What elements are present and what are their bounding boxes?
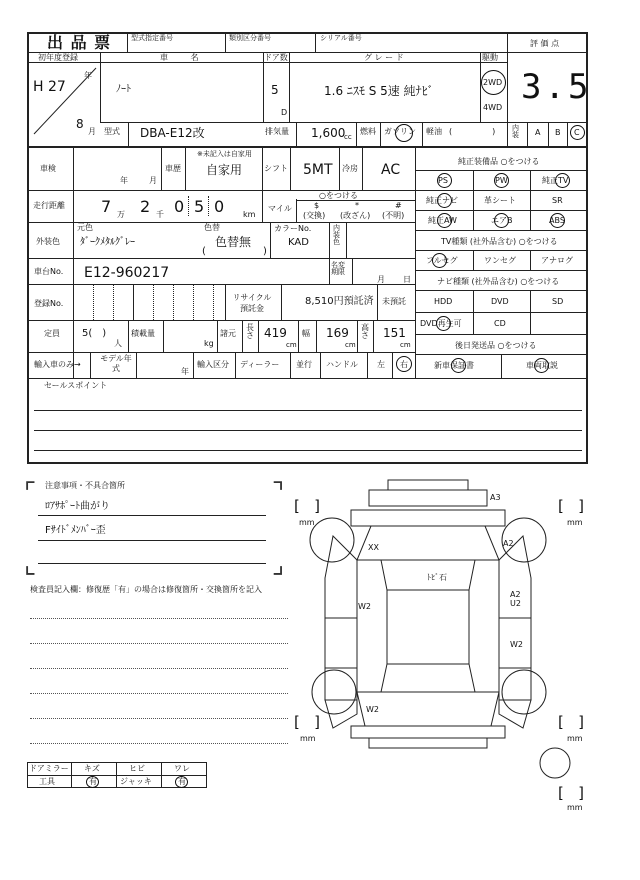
first-reg-era: H 27 bbox=[33, 79, 66, 95]
later-manual: 車両取説 bbox=[526, 361, 558, 370]
note-line-1: ﾛｱｻﾎﾟｰﾄ曲がり bbox=[45, 501, 110, 512]
orig-color-value: ﾀﾞｰｸﾒﾀﾙｸﾞﾚｰ bbox=[80, 237, 135, 248]
height-cm: cm bbox=[400, 341, 411, 349]
equip-airbag-circle bbox=[494, 213, 509, 228]
light-oil-paren: ( ) bbox=[449, 127, 496, 136]
form-title: 出 品 票 bbox=[47, 33, 112, 52]
mile-label: マイル bbox=[268, 204, 292, 213]
history-value: 自家用 bbox=[206, 163, 243, 177]
grade-value: 1.6 ﾆｽﾓ S 5速 純ﾅﾋﾞ bbox=[324, 84, 434, 98]
legend-scratch: キズ bbox=[84, 764, 100, 773]
width-label: 幅 bbox=[302, 329, 310, 338]
meter-exchange: (交換) bbox=[303, 211, 326, 220]
import-type-label: 輸入区分 bbox=[197, 360, 229, 369]
later-title: 後日発送品 ○をつける bbox=[455, 341, 537, 350]
mm-right-top: mm bbox=[567, 518, 583, 527]
mileage-digit-4: 5 bbox=[194, 197, 205, 216]
import-label: 輸入車のみ→ bbox=[34, 360, 81, 369]
interior-grade-a: A bbox=[535, 128, 541, 137]
equip-airbag: エアB bbox=[491, 216, 513, 225]
meter-hash: # bbox=[395, 201, 402, 210]
equip-sr: SR bbox=[552, 196, 563, 205]
capacity-value: 5( ) bbox=[82, 328, 107, 339]
equip-leather: 革シート bbox=[484, 196, 516, 205]
equip-pw-circle bbox=[494, 173, 509, 188]
mileage-digit-5: 0 bbox=[214, 197, 225, 216]
first-reg-month: 8 bbox=[76, 117, 84, 131]
doors-d: D bbox=[281, 108, 288, 117]
legend-door-mirror: ドアミラー bbox=[29, 764, 69, 773]
form-frame bbox=[27, 32, 588, 464]
mileage-digit-1: 7 bbox=[101, 197, 112, 216]
color-no-value: KAD bbox=[288, 237, 309, 248]
legend-crack: ヒビ bbox=[129, 764, 145, 773]
width-cm: cm bbox=[345, 341, 356, 349]
capacity-label: 定員 bbox=[44, 329, 60, 338]
regno-label: 登録No. bbox=[34, 299, 64, 308]
equip-ps-circle bbox=[437, 173, 452, 188]
legend-tools: 工具 bbox=[39, 777, 55, 786]
inspection-month: 月 bbox=[149, 176, 157, 185]
drive-label: 駆動 bbox=[482, 53, 498, 62]
cc-unit: cc bbox=[344, 133, 352, 141]
evaluation-score: 3.5 bbox=[521, 67, 592, 107]
meter-circle-note: ○をつける bbox=[319, 191, 358, 200]
legend-jack-have: 有 bbox=[178, 777, 186, 786]
legend-tools-circle bbox=[86, 776, 99, 788]
repaint-value: 色替無 bbox=[215, 235, 252, 249]
len-value: 419 bbox=[264, 326, 287, 340]
equip-tv-circle bbox=[555, 173, 570, 188]
mileage-km: km bbox=[243, 210, 256, 219]
mileage-man: 万 bbox=[117, 210, 125, 219]
inspection-year: 年 bbox=[120, 176, 128, 185]
mm-right-bottom: mm bbox=[567, 734, 583, 743]
light-oil-label: 軽油 bbox=[426, 127, 442, 136]
equip-ps: PS bbox=[438, 176, 448, 185]
nav-hdd: HDD bbox=[434, 297, 453, 306]
handle-left: 左 bbox=[377, 360, 385, 369]
tv-one: ワンセグ bbox=[484, 256, 516, 265]
load-kg: kg bbox=[204, 339, 214, 348]
height-label: 高さ bbox=[361, 323, 369, 340]
later-warranty-circle bbox=[451, 358, 466, 373]
disp-value: 1,600 bbox=[311, 126, 346, 140]
mark-w2-rear: W2 bbox=[510, 640, 523, 649]
drive-4wd: 4WD bbox=[483, 103, 503, 112]
mileage-digit-2: 2 bbox=[140, 197, 151, 216]
import-parallel: 並行 bbox=[296, 360, 312, 369]
car-diagram bbox=[285, 478, 625, 808]
nav-title: ナビ種類 (社外品含む) ○をつける bbox=[437, 277, 560, 286]
notes-bracket-right: ⌝ bbox=[272, 478, 285, 508]
note-line-2: Fｻｲﾄﾞﾒﾝﾊﾞｰ歪 bbox=[45, 525, 106, 536]
chassis-value: E12-960217 bbox=[84, 265, 170, 281]
mileage-sen: 千 bbox=[156, 210, 164, 219]
repaint-label: 色替 bbox=[204, 223, 220, 232]
mm-box-left-top: [ ] bbox=[294, 497, 321, 515]
later-manual-circle bbox=[534, 358, 549, 373]
color-label: 外装色 bbox=[36, 237, 60, 246]
disp-label: 排気量 bbox=[265, 127, 289, 136]
nav-sd: SD bbox=[552, 297, 564, 306]
doors-value: 5 bbox=[271, 83, 279, 97]
equip-tv: 純正TV bbox=[542, 176, 569, 185]
shift-value: 5MT bbox=[303, 162, 333, 178]
tv-analog: アナログ bbox=[541, 256, 573, 265]
notes-bracket-bl: ⌞ bbox=[24, 550, 37, 580]
mark-a2-right: A2 bbox=[510, 590, 521, 599]
model-value: DBA-E12改 bbox=[140, 126, 205, 140]
car-name-label: 車 名 bbox=[160, 53, 199, 62]
inspection-label: 車検 bbox=[40, 164, 56, 173]
history-note: ※未記入は自家用 bbox=[197, 150, 252, 158]
equip-aw: 純正AW bbox=[428, 216, 457, 225]
designation-label: 型式指定番号 bbox=[131, 34, 173, 42]
mm-box-spare: [ ] bbox=[558, 784, 585, 802]
mm-box-right-top: [ ] bbox=[558, 497, 585, 515]
recycle-label: リサイクル預託金 bbox=[232, 293, 272, 313]
dims-label: 諸元 bbox=[220, 329, 236, 338]
width-value: 169 bbox=[326, 326, 349, 340]
drive-2wd: 2WD bbox=[483, 78, 503, 87]
year-unit: 年 bbox=[84, 71, 92, 80]
tv-full-circle bbox=[432, 253, 447, 268]
equip-nav-circle bbox=[437, 193, 452, 208]
mm-left-bottom: mm bbox=[300, 734, 316, 743]
shift-label: シフト bbox=[264, 164, 288, 173]
equipment-title: 純正装備品 ○をつける bbox=[458, 157, 540, 166]
interior-grade-b: B bbox=[555, 128, 561, 137]
meter-star: * bbox=[355, 201, 359, 210]
meter-tampered: (改ざん) bbox=[340, 211, 371, 220]
model-label: 型式 bbox=[104, 127, 120, 136]
interior-label: 内装 bbox=[512, 124, 519, 139]
handle-right-circle bbox=[396, 356, 412, 372]
capacity-person: 人 bbox=[114, 339, 122, 348]
recycle-value: 8,510円預託済 bbox=[305, 296, 374, 307]
len-label: 長さ bbox=[246, 323, 254, 340]
nav-dvd-play-circle bbox=[436, 316, 451, 331]
category-label: 類別区分番号 bbox=[229, 34, 271, 42]
mileage-digit-3: 0 bbox=[174, 197, 185, 216]
legend-jack: ジャッキ bbox=[120, 777, 152, 786]
mm-box-right-bottom: [ ] bbox=[558, 713, 585, 731]
sales-point-label: セールスポイント bbox=[44, 381, 108, 390]
later-warranty: 新車保証書 bbox=[434, 361, 474, 370]
repaint-paren-open: ( bbox=[202, 246, 206, 257]
mark-w2-bottom: W2 bbox=[366, 705, 379, 714]
legend-jack-circle bbox=[175, 776, 188, 788]
fuel-gasoline: ガソリン bbox=[384, 127, 416, 136]
height-value: 151 bbox=[383, 326, 406, 340]
chassis-label: 車台No. bbox=[34, 267, 64, 276]
equip-nav: 純正ナビ bbox=[426, 196, 458, 205]
expiry-day: 日 bbox=[403, 275, 411, 284]
mark-stone: ﾄﾋﾞ石 bbox=[427, 573, 447, 582]
mark-w2-left: W2 bbox=[358, 602, 371, 611]
mm-box-left-bottom: [ ] bbox=[294, 713, 321, 731]
fuel-label: 燃料 bbox=[360, 127, 376, 136]
handle-right: 右 bbox=[400, 360, 408, 369]
recycle-status: 未預託 bbox=[382, 297, 406, 306]
tv-full: フルセグ bbox=[426, 256, 458, 265]
fuel-circle bbox=[395, 124, 413, 142]
interior-color-label: 内装色 bbox=[333, 224, 340, 246]
load-label: 積載量 bbox=[131, 329, 155, 338]
ac-value: AC bbox=[381, 162, 401, 178]
mark-xx: XX bbox=[368, 543, 379, 552]
meter-dollar: $ bbox=[314, 201, 320, 210]
equip-pw: PW bbox=[495, 176, 508, 185]
serial-label: シリアル番号 bbox=[320, 34, 362, 42]
import-dealer: ディーラー bbox=[240, 360, 280, 369]
legend-tools-have: 有 bbox=[89, 777, 97, 786]
notes-label: 注意事項・不具合箇所 bbox=[45, 481, 125, 490]
notes-bracket-br: ⌟ bbox=[272, 550, 285, 580]
model-year-label: モデル年式 bbox=[100, 354, 132, 373]
equip-abs: ABS bbox=[549, 216, 565, 225]
car-name: ﾉｰﾄ bbox=[116, 84, 131, 95]
mark-a3: A3 bbox=[490, 493, 501, 502]
grade-label: グ レ ー ド bbox=[364, 53, 404, 62]
model-year-suffix: 年 bbox=[181, 367, 189, 376]
interior-grade-c: C bbox=[574, 128, 580, 137]
doors-label: ドア数 bbox=[264, 53, 288, 62]
repaint-paren-close: ) bbox=[263, 246, 267, 257]
notes-bracket-left: ⌜ bbox=[24, 478, 37, 508]
legend-break: ワレ bbox=[174, 764, 190, 773]
interior-circle bbox=[570, 125, 585, 140]
handle-label: ハンドル bbox=[326, 360, 358, 369]
tv-title: TV種類 (社外品含む) ○をつける bbox=[441, 237, 558, 246]
history-label: 車歴 bbox=[165, 164, 181, 173]
nav-dvd: DVD bbox=[491, 297, 509, 306]
mark-u2-right: U2 bbox=[510, 599, 521, 608]
ac-label: 冷房 bbox=[342, 164, 358, 173]
first-reg-label: 初年度登録 bbox=[38, 53, 78, 62]
len-cm: cm bbox=[286, 341, 297, 349]
equip-abs-circle bbox=[550, 213, 565, 228]
score-label: 評 価 点 bbox=[530, 39, 560, 48]
orig-color-label: 元色 bbox=[77, 223, 93, 232]
mileage-label: 走行距離 bbox=[33, 201, 65, 210]
nav-cd: CD bbox=[494, 319, 506, 328]
mm-spare: mm bbox=[567, 803, 583, 812]
expiry-month: 月 bbox=[377, 275, 385, 284]
expiry-label: 名変期限 bbox=[331, 261, 345, 276]
equip-aw-circle bbox=[437, 213, 452, 228]
nav-dvd-play: DVD再生可 bbox=[420, 319, 462, 328]
month-unit: 月 bbox=[88, 127, 96, 136]
color-no-label: カラーNo. bbox=[274, 224, 312, 233]
mm-left-top: mm bbox=[299, 518, 315, 527]
inspector-label: 検査員記入欄：修復歴「有」の場合は修復箇所・交換箇所を記入 bbox=[30, 585, 262, 594]
meter-unknown: (不明) bbox=[382, 211, 405, 220]
mark-a2-front: A2 bbox=[503, 539, 514, 548]
